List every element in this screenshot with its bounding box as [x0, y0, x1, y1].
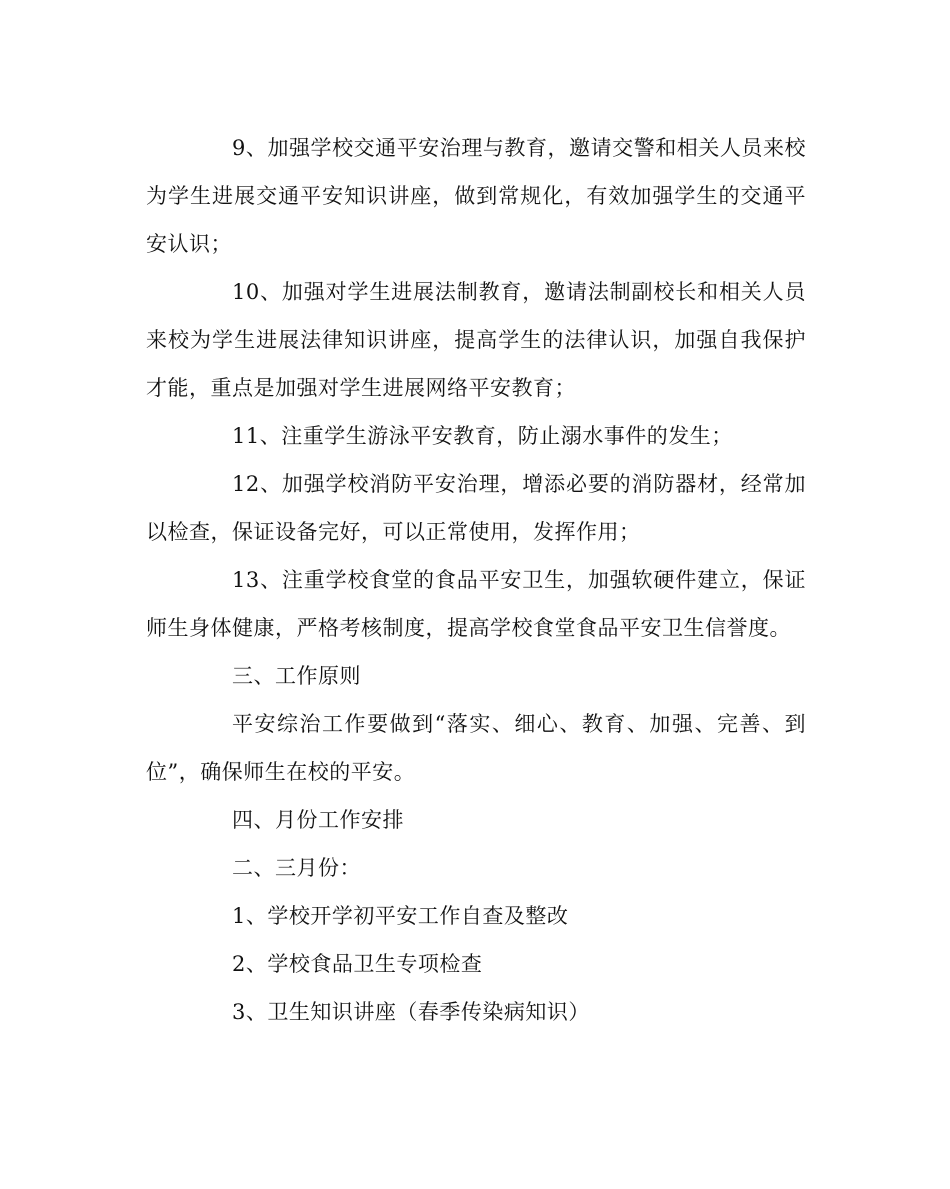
paragraph-item-10: 10、加强对学生进展法制教育，邀请法制副校长和相关人员来校为学生进展法律知识讲座，提高学生的法律认识，加强自我保护才能，重点是加强对学生进展网络平安教育； — [146, 280, 806, 400]
schedule-item-2: 2、学校食品卫生专项检查 — [232, 952, 483, 976]
paragraph-item-11: 11、注重学生游泳平安教育，防止溺水事件的发生； — [232, 424, 733, 448]
schedule-item-3: 3、卫生知识讲座（春季传染病知识） — [232, 1000, 590, 1024]
section-heading-monthly-schedule: 四、月份工作安排 — [232, 808, 404, 832]
section-heading-work-principles: 三、工作原则 — [232, 664, 361, 688]
paragraph-work-principles: 平安综治工作要做到“落实、细心、教育、加强、完善、到位”，确保师生在校的平安。 — [146, 712, 806, 784]
document-body — [146, 124, 806, 1036]
subheading-feb-mar: 二、三月份： — [232, 856, 361, 880]
schedule-item-1: 1、学校开学初平安工作自查及整改 — [232, 904, 569, 928]
paragraph-item-13: 13、注重学校食堂的食品平安卫生，加强软硬件建立，保证师生身体健康，严格考核制度，提高学校食堂食品平安卫生信誉度。 — [146, 568, 806, 640]
paragraph-item-9: 9、加强学校交通平安治理与教育，邀请交警和相关人员来校为学生进展交通平安知识讲座，做到常规化，有效加强学生的交通平安认识； — [146, 136, 806, 256]
paragraph-item-12: 12、加强学校消防平安治理，增添必要的消防器材，经常加以检查，保证设备完好，可以正常使用，发挥作用； — [146, 472, 806, 544]
